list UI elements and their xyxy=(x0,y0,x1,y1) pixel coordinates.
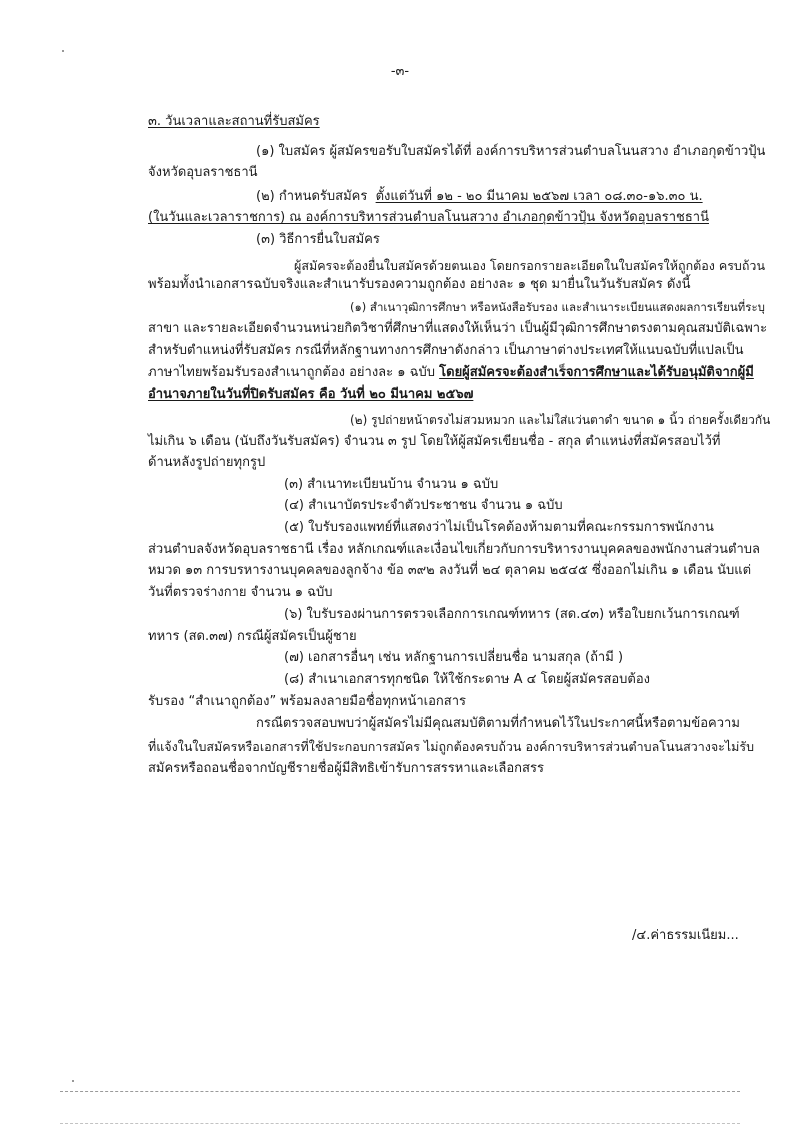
item2-label: (๒) กำหนดรับสมัคร xyxy=(256,189,368,204)
doc1-line1: (๑) สำเนาวุฒิการศึกษา หรือหนังสือรับรอง และสำเนาระเบียนแสดงผลการเรียนที่ระบุ xyxy=(350,300,765,314)
doc1-line4 xyxy=(148,364,754,382)
item2-line1 xyxy=(256,188,703,206)
note-line3: สมัครหรือถอนชื่อจากบัญชีรายชื่อผู้มีสิทธิเข้ารับการสรรหาและเลือกสรร xyxy=(148,761,544,776)
doc1-line5: อำนาจภายในวันที่ปิดรับสมัคร คือ วันที่ ๒๐ มีนาคม ๒๕๖๗ xyxy=(148,387,474,402)
item1-line2: จังหวัดอุบลราชธานี xyxy=(148,165,258,180)
section-heading: ๓. วันเวลาและสถานที่รับสมัคร xyxy=(148,114,320,129)
doc2-line3: ด้านหลังรูปถ่ายทุกรูป xyxy=(148,455,266,470)
doc8-line1: (๘) สำเนาเอกสารทุกชนิด ให้ใช้กระดาษ A ๔ โดยผู้สมัครสอบต้อง xyxy=(284,672,651,687)
intro-line2: พร้อมทั้งนำเอกสารฉบับจริงและสำเนารับรองความถูกต้อง อย่างละ ๑ ชุด มายื่นในวันรับสมัคร ดังนี้ xyxy=(148,277,691,292)
doc1-line4-emphasis: โดยผู้สมัครจะต้องสำเร็จการศึกษาและได้รับอนุมัติจากผู้มี xyxy=(439,365,754,380)
item2-line2: (ในวันและเวลาราชการ) ณ องค์การบริหารส่วนตำบลโนนสวาง อำเภอกุดข้าวปุ้น จังหวัดอุบลราชธานี xyxy=(148,210,709,225)
doc5-line2: ส่วนตำบลจังหวัดอุบลราชธานี เรื่อง หลักเกณฑ์และเงื่อนไขเกี่ยวกับการบริหารงานบุคคลของพนักงานส่วนตำบล xyxy=(148,542,760,557)
scan-edge-line xyxy=(60,1123,740,1124)
doc6-line2: ทหาร (สด.๓๗) กรณีผู้สมัครเป็นผู้ชาย xyxy=(148,629,357,644)
item3-heading: (๓) วิธีการยื่นใบสมัคร xyxy=(256,232,380,247)
note-line1: กรณีตรวจสอบพบว่าผู้สมัครไม่มีคุณสมบัติตามที่กำหนดไว้ในประกาศนี้หรือตามข้อความ xyxy=(256,716,740,731)
doc6-line1: (๖) ใบรับรองผ่านการตรวจเลือกการเกณฑ์ทหาร (สด.๔๓) หรือใบยกเว้นการเกณฑ์ xyxy=(284,607,740,622)
doc5-line1: (๕) ใบรับรองแพทย์ที่แสดงว่าไม่เป็นโรคต้องห้ามตามที่คณะกรรมการพนักงาน xyxy=(284,520,714,535)
doc1-line4-plain: ภาษาไทยพร้อมรับรองสำเนาถูกต้อง อย่างละ ๑ ฉบับ xyxy=(148,365,435,380)
doc5-line4: วันที่ตรวจร่างกาย จำนวน ๑ ฉบับ xyxy=(148,585,333,600)
doc5-line3: หมวด ๑๓ การบรหารงานบุคคลของลูกจ้าง ข้อ ๓๙๒ ลงวันที่ ๒๔ ตุลาคม ๒๕๔๕ ซึ่งออกไม่เกิน ๑ เดือน นับแต่ xyxy=(148,563,752,578)
doc4: (๔) สำเนาบัตรประจำตัวประชาชน จำนวน ๑ ฉบับ xyxy=(284,498,563,513)
doc7: (๗) เอกสารอื่นๆ เช่น หลักฐานการเปลี่ยนชื่อ นามสกุล (ถ้ามี ) xyxy=(284,650,624,665)
doc1-line3: สำหรับตำแหน่งที่รับสมัคร กรณีที่หลักฐานทางการศึกษาดังกล่าว เป็นภาษาต่างประเทศให้แนบฉบับที่แปลเป็น xyxy=(148,343,744,358)
scan-speck xyxy=(72,1080,74,1082)
doc3: (๓) สำเนาทะเบียนบ้าน จำนวน ๑ ฉบับ xyxy=(284,477,499,492)
doc1-line2: สาขา และรายละเอียดจำนวนหน่วยกิตวิชาที่ศึกษาที่แสดงให้เห็นว่า เป็นผู้มีวุฒิการศึกษาตรงตามคุณสมบัติเฉพาะ xyxy=(148,321,768,336)
item2-period: ตั้งแต่วันที่ ๑๒ - ๒๐ มีนาคม ๒๕๖๗ เวลา ๐๘.๓๐-๑๖.๓๐ น. xyxy=(375,189,703,204)
item1-line1: (๑) ใบสมัคร ผู้สมัครขอรับใบสมัครได้ที่ องค์การบริหารส่วนตำบลโนนสวาง อำเภอกุดข้าวปุ้น xyxy=(256,144,766,159)
scan-speck xyxy=(62,50,64,52)
doc8-line2: รับรอง “สำเนาถูกต้อง” พร้อมลงลายมือชื่อทุกหน้าเอกสาร xyxy=(148,694,466,709)
doc2-line1: (๒) รูปถ่ายหน้าตรงไม่สวมหมวก และไม่ใส่แว่นตาดำ ขนาด ๑ นิ้ว ถ่ายครั้งเดียวกัน xyxy=(350,413,771,427)
scan-edge-line xyxy=(60,1091,740,1092)
continuation-marker: /๔.ค่าธรรมเนียม... xyxy=(632,928,739,943)
doc2-line2: ไม่เกิน ๖ เดือน (นับถึงวันรับสมัคร) จำนวน ๓ รูป โดยให้ผู้สมัครเขียนชื่อ - สกุล ตำแหน่งที่สมัครสอบไว้ที่ xyxy=(148,434,721,449)
intro-line1: ผู้สมัครจะต้องยื่นใบสมัครด้วยตนเอง โดยกรอกรายละเอียดในใบสมัครให้ถูกต้อง ครบถ้วน xyxy=(294,258,765,273)
page-number: -๓- xyxy=(390,64,410,79)
note-line2: ที่แจ้งในใบสมัครหรือเอกสารที่ใช้ประกอบการสมัคร ไม่ถูกต้องครบถ้วน องค์การบริหารส่วนตำบลโนนสวางจะไม่รับ xyxy=(148,739,755,754)
